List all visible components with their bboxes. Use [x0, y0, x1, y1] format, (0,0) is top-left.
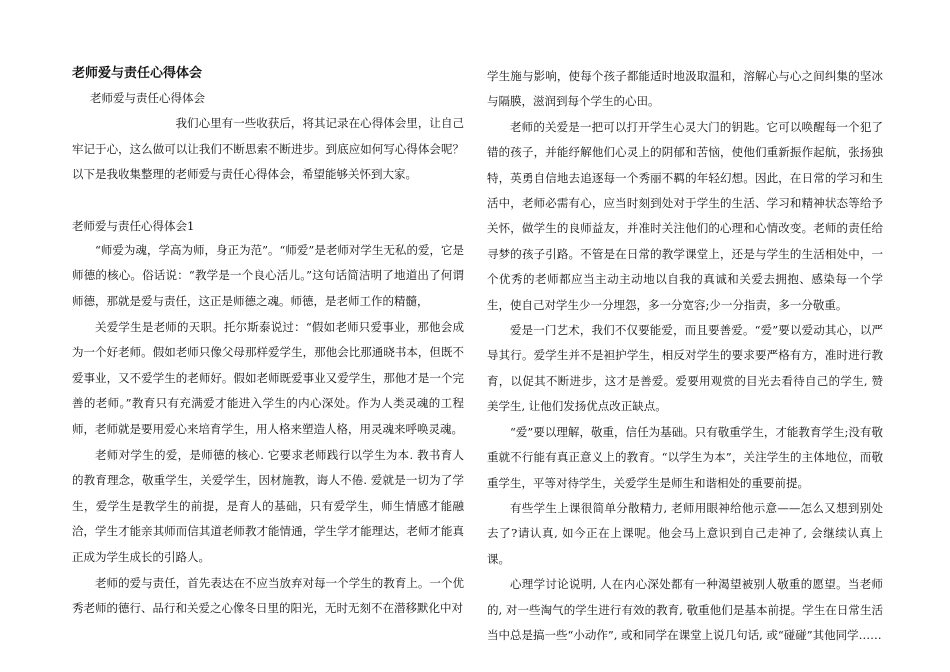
spacer: [72, 188, 464, 214]
body-paragraph: 老师的爱与责任，首先表达在不应当放弃对每一个学生的教育上。一个优秀老师的德行、品行和关爱之心像冬日里的阳光，无时无刻不在潜移默化中对: [72, 575, 464, 616]
body-paragraph-continued: 学生施与影响，使每个孩子都能适时地汲取温和，溶解心与心之间纠集的坚冰与隔膜，滋润到每个学生的心田。: [487, 69, 883, 109]
body-paragraph: “爱”要以理解，敬重，信任为基础。只有敬重学生，才能教育学生;没有敬重就不行能有真正意义上的教育。“以学生为本”，关注学生的主体地位，而敬重学生，平等对待学生，关爱学生是师生和谐相处的重要前提。: [487, 424, 883, 490]
body-paragraph: 爱是一门艺术，我们不仅要能爱，而且要善爱。“爱”要以爱动其心，以严导其行。爱学生并不是袒护学生，相反对学生的要求要严格有方，准时进行教育，以促其不断进步，这才是善爱。爱要用观赏的目光去看待自己的学生, 赞美学生, 让他们发扬优点改正缺点。: [487, 323, 883, 414]
intro-paragraph: 我们心里有一些收获后，将其记录在心得体会里，让自己牢记于心，这么做可以让我们不断思索不断进步。到底应如何写心得体会呢？以下是我收集整理的老师爱与责任心得体会，希望能够关怀到大家。: [72, 116, 464, 182]
document-title: 老师爱与责任心得体会: [72, 66, 203, 81]
document-subtitle: 老师爱与责任心得体会: [90, 91, 205, 105]
right-column: [487, 64, 883, 648]
body-paragraph: 老师的关爱是一把可以打开学生心灵大门的钥匙。它可以唤醒每一个犯了错的孩子，并能纾解他们心灵上的阴郁和苦恼，使他们重新振作起航，张扬独特，英勇自信地去追逐每一个秀丽不羁的年轻幻想。因此，在日常的学习和生活中，老师必需有心，应当时刻到处对于学生的生活、学习和精神状态等给予关怀，做学生的良师益友，并准时关注他们的心理和心情改变。老师的责任给寻梦的孩子引路。不管是在日常的教学课堂上，还是与学生的生活相处中，一个优秀的老师都应当主动主动地以自我的真诚和关爱去拥抱、感染每一个学生，使自己对学生少一分埋怨，多一分宽容;少一分指责，多一分敬重。: [487, 119, 883, 312]
body-paragraph: 心理学讨论说明, 人在内心深处都有一种渴望被别人敬重的愿望。当老师的, 对一些淘气的学生进行有效的教育, 敬重他们是基本前提。学生在日常生活当中总是搞一些“小动作”, 或和同学在课堂上说几句话, 或“碰碰”其他同学……: [487, 577, 883, 642]
section-heading: 老师爱与责任心得体会1: [72, 218, 195, 233]
left-column: [72, 64, 464, 622]
body-paragraph: 老师对学生的爱，是师德的核心. 它要求老师践行以学生为本. 教书育人的教育理念，敬重学生，关爱学生，因材施教，诲人不倦. 爱就是一切为了学生，爱学生是教学生的前提，是育人的基础，只有爱学生，师生情感才能融洽，学生才能亲其师而信其道老师教才能情通，学生学才能理达，老师才能真正成为学生成长的引路人。: [72, 447, 464, 564]
body-paragraph: 有些学生上课很简单分散精力, 老师用眼神给他示意——怎么又想到别处去了?请认真, 如今正在上课呢。他会马上意识到自己走神了, 会继续认真上课。: [487, 500, 883, 566]
body-paragraph: 关爱学生是老师的天职。托尔斯泰说过：“假如老师只爱事业，那他会成为一个好老师。假如老师只像父母那样爱学生，那他会比那通晓书本，但既不爱事业，又不爱学生的老师好。假如老师既爱事业又爱学生，那他才是一个完善的老师。”教育只有充满爱才能进入学生的内心深处。作为人类灵魂的工程师，老师就是要用爱心来培育学生，用人格来塑造人格，用灵魂来呼唤灵魂。: [72, 319, 464, 436]
body-paragraph: “师爱为魂，学高为师，身正为范”。“师爱”是老师对学生无私的爱，它是师德的核心。俗话说：“教学是一个良心活儿。”这句话简洁明了地道出了何谓师德，那就是爱与责任，这正是师德之魂。师德，是老师工作的精髓，: [72, 242, 464, 308]
